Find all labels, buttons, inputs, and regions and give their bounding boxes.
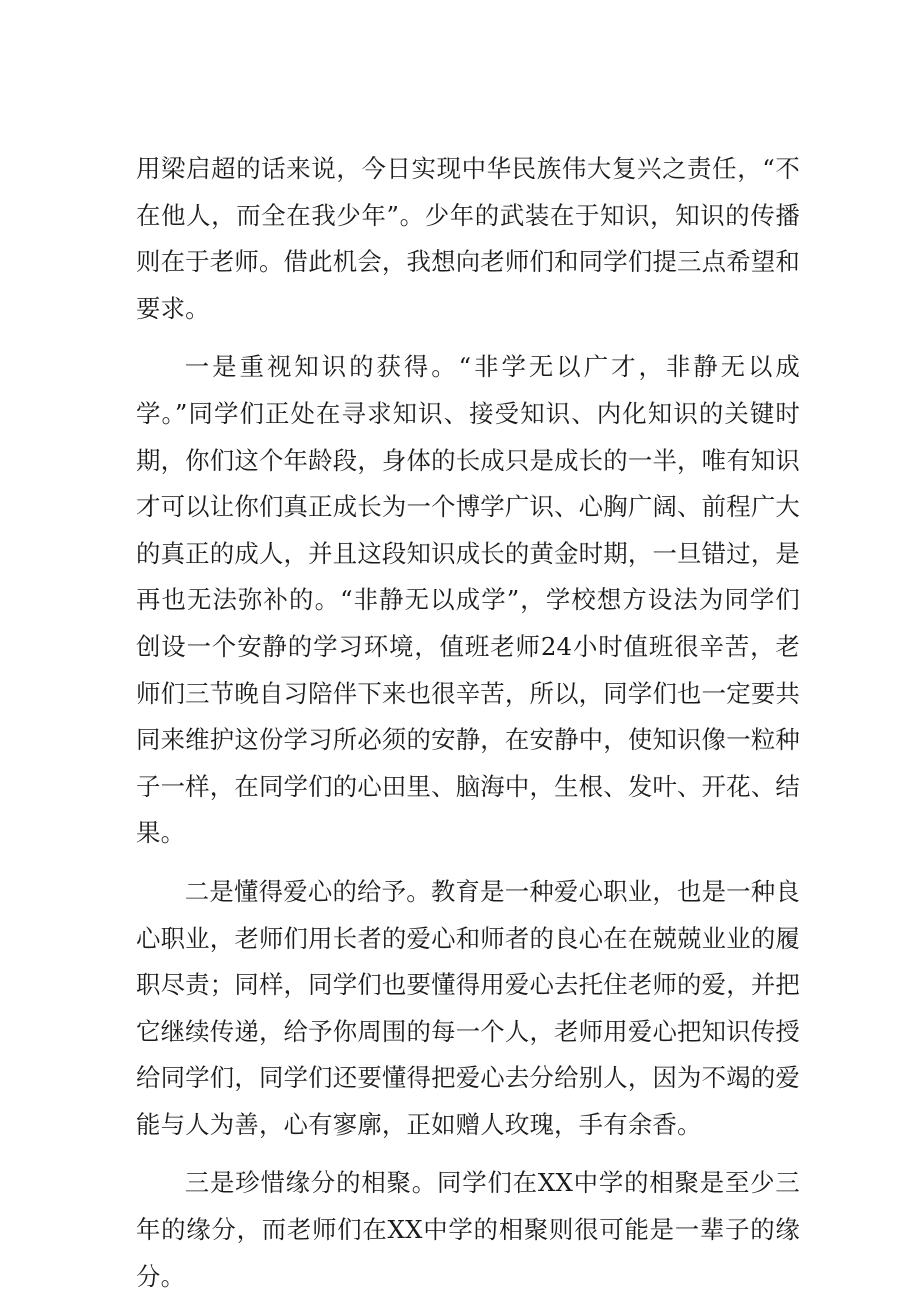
paragraph-cherish: 三是珍惜缘分的相聚。同学们在XX中学的相聚是至少三年的缘分，而老师们在XX中学的相聚则很可能是一辈子的缘分。 — [136, 1168, 800, 1291]
paragraph-knowledge: 一是重视知识的获得。“非学无以广才，非静无以成学。”同学们正处在寻求知识、接受知识、内化知识的关键时期，你们这个年龄段，身体的长成只是成长的一半，唯有知识才可以让你们真正成长为一个博学广识、心胸广阔、前程广大的真正的成人，并且这段知识成长的黄金时期，一旦错过，是再也无法弥补的。“非静无以成学”，学校想方设法为同学们创设一个安静的学习环境，值班老师24小时值班很辛苦，老师们三节晚自习陪伴下来也很辛苦，所以，同学们也一定要共同来维护这份学习所必须的安静，在安静中，使知识像一粒种子一样，在同学们的心田里、脑海中，生根、发叶、开花、结果。 — [136, 352, 800, 848]
paragraph-love: 二是懂得爱心的给予。教育是一种爱心职业，也是一种良心职业，老师们用长者的爱心和师者的良心在在兢兢业业的履职尽责；同样，同学们也要懂得用爱心去托住老师的爱，并把它继续传递，给予你周围的每一个人，老师用爱心把知识传授给同学们，同学们还要懂得把爱心去分给别人，因为不竭的爱能与人为善，心有寥廓，正如赠人玫瑰，手有余香。 — [136, 876, 800, 1139]
document-body — [136, 146, 800, 1312]
paragraph-intro: 用梁启超的话来说，今日实现中华民族伟大复兴之责任，“不在他人，而全在我少年”。少年的武装在于知识，知识的传播则在于老师。借此机会，我想向老师们和同学们提三点希望和要求。 — [136, 154, 800, 323]
